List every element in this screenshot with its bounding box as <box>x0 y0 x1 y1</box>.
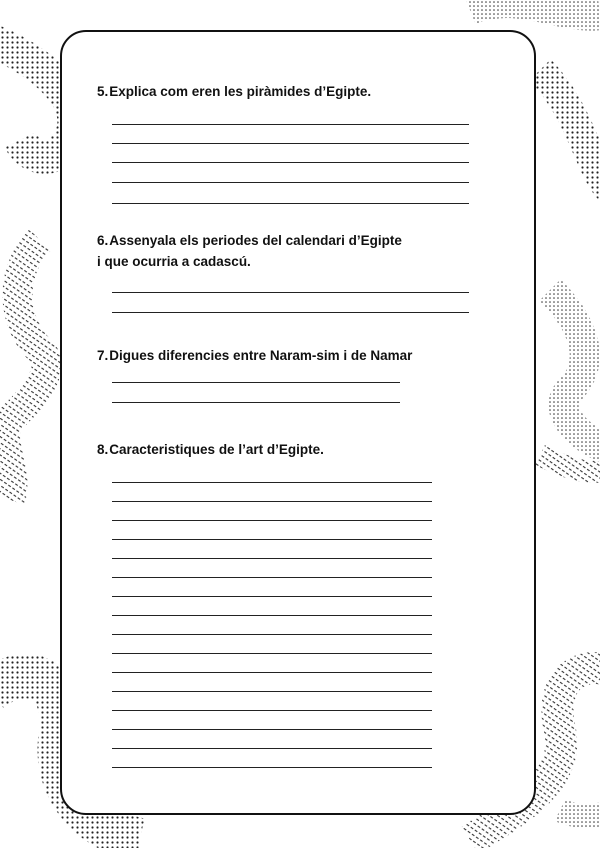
answer-line[interactable] <box>112 577 432 578</box>
answer-line[interactable] <box>112 634 432 635</box>
answer-line[interactable] <box>112 292 469 293</box>
question-number: 8. <box>97 442 109 457</box>
answer-line[interactable] <box>112 748 432 749</box>
answer-line[interactable] <box>112 691 432 692</box>
question-number: 6. <box>97 233 109 248</box>
question-text: Caracteristiques de l’art d’Egipte. <box>109 442 324 457</box>
answer-line[interactable] <box>112 653 432 654</box>
question-text: Explica com eren les piràmides d’Egipte. <box>109 84 372 99</box>
worksheet-card <box>60 30 536 815</box>
answer-line[interactable] <box>112 143 469 144</box>
question-number: 5. <box>97 84 109 99</box>
answer-line[interactable] <box>112 729 432 730</box>
answer-line[interactable] <box>112 558 432 559</box>
answer-line[interactable] <box>112 162 469 163</box>
answer-line[interactable] <box>112 182 469 183</box>
question-text-continued: i que ocurria a cadascú. <box>97 254 251 269</box>
question-6 <box>97 230 402 272</box>
answer-line[interactable] <box>112 501 432 502</box>
question-5 <box>97 81 371 102</box>
answer-line[interactable] <box>112 615 432 616</box>
answer-line[interactable] <box>112 482 432 483</box>
question-text: Assenyala els periodes del calendari d’Egipte <box>109 233 402 248</box>
answer-line[interactable] <box>112 710 432 711</box>
question-8 <box>97 439 324 460</box>
answer-line[interactable] <box>112 767 432 768</box>
answer-line[interactable] <box>112 596 432 597</box>
answer-line[interactable] <box>112 124 469 125</box>
answer-line[interactable] <box>112 312 469 313</box>
answer-line[interactable] <box>112 672 432 673</box>
question-text: Digues diferencies entre Naram-sim i de Namar <box>109 348 413 363</box>
answer-line[interactable] <box>112 382 400 383</box>
answer-line[interactable] <box>112 203 469 204</box>
answer-line[interactable] <box>112 520 432 521</box>
question-7 <box>97 345 412 366</box>
answer-line[interactable] <box>112 402 400 403</box>
question-number: 7. <box>97 348 109 363</box>
answer-line[interactable] <box>112 539 432 540</box>
